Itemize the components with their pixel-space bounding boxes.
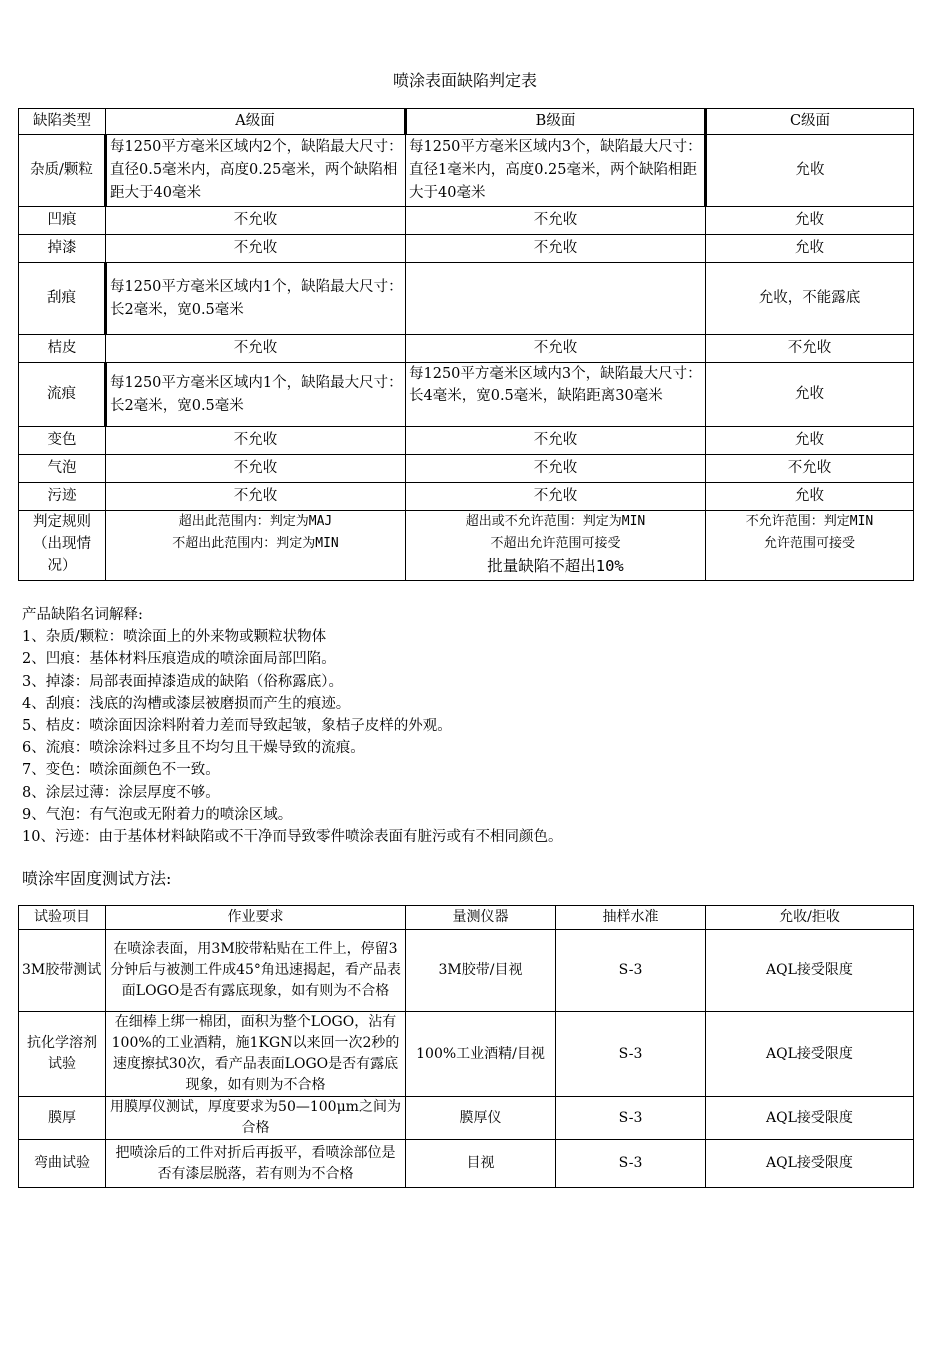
glossary-item: 2、凹痕：基体材料压痕造成的喷涂面局部凹陷。 [22, 651, 336, 668]
instrument-cell: 目视 [406, 1140, 556, 1188]
defect-judgement-table [18, 108, 914, 581]
glossary-item: 3、掉漆：局部表面掉漆造成的缺陷（俗称露底）。 [22, 673, 343, 690]
glossary-item: 9、气泡：有气泡或无附着力的喷涂区域。 [22, 806, 293, 823]
b-criteria-cell: 不允收 [406, 335, 706, 363]
header-sampling-level: 抽样水准 [556, 906, 706, 930]
glossary [22, 604, 562, 848]
glossary-item: 1、杂质/颗粒：喷涂面上的外来物或颗粒状物体 [22, 629, 327, 646]
defect-type-cell: 凹痕 [19, 207, 106, 235]
table-row [19, 335, 914, 363]
table-row [19, 135, 914, 207]
b-criteria-cell [406, 263, 706, 335]
b-criteria-cell: 不允收 [406, 483, 706, 511]
c-criteria-cell: 允收 [706, 363, 914, 427]
table-row [19, 455, 914, 483]
c-criteria-cell: 允收，不能露底 [706, 263, 914, 335]
glossary-item: 6、流痕：喷涂涂料过多且不均匀且干燥导致的流痕。 [22, 740, 365, 757]
test-section-heading: 喷涂牢固度测试方法: [22, 869, 172, 888]
header-requirement: 作业要求 [106, 906, 406, 930]
defect-type-cell: 刮痕 [19, 263, 106, 335]
rule-label-line: 判定规则 [33, 514, 91, 530]
a-criteria-cell: 每1250平方毫米区域内2个，缺陷最大尺寸：直径0.5毫米内，高度0.25毫米，两个缺陷相距大于40毫米 [106, 135, 406, 207]
a-criteria-cell: 不允收 [106, 207, 406, 235]
rule-label-line: （出现情 [33, 536, 91, 552]
requirement-cell: 在喷涂表面，用3M胶带粘贴在工件上，停留3分钟后与被测工件成45°角迅速揭起，看产品表面LOGO是否有露底现象，如有则为不合格 [106, 930, 406, 1012]
table-header-row [19, 109, 914, 135]
accept-cell: AQL接受限度 [706, 1097, 914, 1140]
defect-type-cell: 掉漆 [19, 235, 106, 263]
judgement-rule-row [19, 511, 914, 581]
b-criteria-cell: 不允收 [406, 427, 706, 455]
a-criteria-cell: 每1250平方毫米区域内1个，缺陷最大尺寸：长2毫米，宽0.5毫米 [106, 263, 406, 335]
sampling-level-cell: S-3 [556, 1140, 706, 1188]
defect-type-cell: 杂质/颗粒 [19, 135, 106, 207]
c-rule-line: 允许范围可接受 [763, 536, 855, 551]
a-criteria-cell: 不允收 [106, 427, 406, 455]
b-criteria-cell: 不允收 [406, 455, 706, 483]
header-test-item: 试验项目 [19, 906, 106, 930]
table-row [19, 1097, 914, 1140]
c-criteria-cell: 允收 [706, 235, 914, 263]
sampling-level-cell: S-3 [556, 1012, 706, 1097]
a-rule-cell [106, 511, 406, 581]
header-b-surface: B级面 [406, 109, 706, 135]
header-c-surface: C级面 [706, 109, 914, 135]
defect-type-cell: 污迹 [19, 483, 106, 511]
a-rule-line: 超出此范围内：判定为MAJ [178, 514, 333, 529]
glossary-item: 8、涂层过薄：涂层厚度不够。 [22, 784, 220, 801]
accept-cell: AQL接受限度 [706, 1012, 914, 1097]
table-row [19, 363, 914, 427]
b-criteria-cell: 每1250平方毫米区域内3个，缺陷最大尺寸：直径1毫米内，高度0.25毫米，两个缺陷相距大于40毫米 [406, 135, 706, 207]
glossary-item: 4、刮痕：浅底的沟槽或漆层被磨损而产生的痕迹。 [22, 695, 351, 712]
table-row [19, 930, 914, 1012]
table-row [19, 235, 914, 263]
c-rule-cell [706, 511, 914, 581]
instrument-cell: 100%工业酒精/目视 [406, 1012, 556, 1097]
glossary-heading: 产品缺陷名词解释: [22, 607, 143, 623]
test-item-cell: 抗化学溶剂试验 [19, 1012, 106, 1097]
b-rule-cell [406, 511, 706, 581]
b-criteria-cell: 不允收 [406, 235, 706, 263]
test-item-cell: 弯曲试验 [19, 1140, 106, 1188]
table-row [19, 1012, 914, 1097]
glossary-item: 7、变色：喷涂面颜色不一致。 [22, 762, 220, 779]
glossary-item: 10、污迹：由于基体材料缺陷或不干净而导致零件喷涂表面有脏污或有不相同颜色。 [22, 829, 563, 846]
b-rule-line: 不超出允许范围可接受 [490, 536, 621, 551]
c-rule-line: 不允许范围：判定MIN [745, 514, 874, 529]
requirement-cell: 把喷涂后的工件对折后再扳平，看喷涂部位是否有漆层脱落，若有则为不合格 [106, 1140, 406, 1188]
a-rule-line: 不超出此范围内：判定为MIN [172, 536, 339, 551]
a-criteria-cell: 不允收 [106, 235, 406, 263]
a-criteria-cell: 不允收 [106, 455, 406, 483]
c-criteria-cell: 不允收 [706, 455, 914, 483]
b-rule-line: 批量缺陷不超出10% [487, 557, 624, 575]
defect-type-cell: 气泡 [19, 455, 106, 483]
sampling-level-cell: S-3 [556, 1097, 706, 1140]
instrument-cell: 膜厚仪 [406, 1097, 556, 1140]
b-criteria-cell: 不允收 [406, 207, 706, 235]
accept-cell: AQL接受限度 [706, 930, 914, 1012]
instrument-cell: 3M胶带/目视 [406, 930, 556, 1012]
c-criteria-cell: 允收 [706, 207, 914, 235]
header-defect-type: 缺陷类型 [19, 109, 106, 135]
table-row [19, 1140, 914, 1188]
c-criteria-cell: 允收 [706, 483, 914, 511]
adhesion-test-table [18, 905, 914, 1188]
defect-type-cell: 流痕 [19, 363, 106, 427]
defect-type-cell: 变色 [19, 427, 106, 455]
sampling-level-cell: S-3 [556, 930, 706, 1012]
header-accept-reject: 允收/拒收 [706, 906, 914, 930]
test-item-cell: 膜厚 [19, 1097, 106, 1140]
table-row [19, 263, 914, 335]
accept-cell: AQL接受限度 [706, 1140, 914, 1188]
table-row [19, 207, 914, 235]
test-item-cell: 3M胶带测试 [19, 930, 106, 1012]
c-criteria-cell: 不允收 [706, 335, 914, 363]
c-criteria-cell: 允收 [706, 427, 914, 455]
requirement-cell: 在细棒上绑一棉团，面积为整个LOGO，沾有100%的工业酒精，施1KGN以来回一次2秒的速度擦拭30次，看产品表面LOGO是否有露底现象，如有则为不合格 [106, 1012, 406, 1097]
rule-label-cell [19, 511, 106, 581]
a-criteria-cell: 不允收 [106, 483, 406, 511]
document-title: 喷涂表面缺陷判定表 [392, 71, 537, 90]
a-criteria-cell: 每1250平方毫米区域内1个，缺陷最大尺寸：长2毫米，宽0.5毫米 [106, 363, 406, 427]
a-criteria-cell: 不允收 [106, 335, 406, 363]
table-header-row [19, 906, 914, 930]
requirement-cell: 用膜厚仪测试，厚度要求为50—100μm之间为合格 [106, 1097, 406, 1140]
b-rule-line: 超出或不允许范围：判定为MIN [465, 514, 646, 529]
c-criteria-cell: 允收 [706, 135, 914, 207]
b-criteria-cell: 每1250平方毫米区域内3个，缺陷最大尺寸：长4毫米，宽0.5毫米，缺陷距离30毫米 [406, 363, 706, 427]
glossary-item: 5、桔皮：喷涂面因涂料附着力差而导致起皱，象桔子皮样的外观。 [22, 718, 452, 735]
table-row [19, 427, 914, 455]
header-a-surface: A级面 [106, 109, 406, 135]
rule-label-line: 况） [47, 558, 77, 574]
header-instrument: 量测仪器 [406, 906, 556, 930]
defect-type-cell: 桔皮 [19, 335, 106, 363]
table-row [19, 483, 914, 511]
